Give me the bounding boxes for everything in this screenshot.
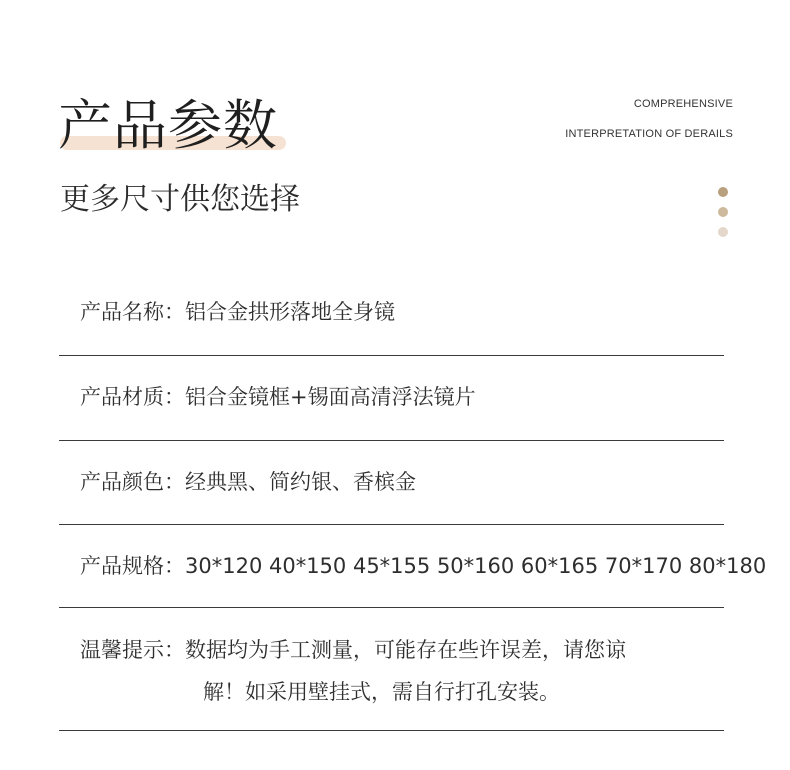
note-label: 温馨提示： <box>80 638 185 662</box>
note-text-line-2: 解！如采用壁挂式，需自行打孔安装。 <box>203 680 560 704</box>
spec-row-name <box>59 270 724 356</box>
spec-value: 铝合金镜框+锡面高清浮法镜片 <box>185 385 476 409</box>
spec-row-note <box>59 608 724 731</box>
spec-row-material <box>59 356 724 441</box>
spec-label: 产品材质： <box>80 385 185 409</box>
page-subtitle: 更多尺寸供您选择 <box>60 182 300 217</box>
spec-label: 产品规格： <box>80 554 185 578</box>
spec-value: 铝合金拱形落地全身镜 <box>185 300 395 324</box>
dot-medium <box>718 207 728 217</box>
title-block <box>58 92 298 164</box>
page-title: 产品参数 <box>58 94 278 157</box>
dot-dark <box>718 187 728 197</box>
decorative-dots <box>718 187 730 247</box>
english-caption-line-2: INTERPRETATION OF DERAILS <box>565 128 733 140</box>
spec-row-size <box>59 525 767 608</box>
spec-value: 30*120 40*150 45*155 50*160 60*165 70*170 80*180 <box>185 554 767 578</box>
dot-light <box>718 227 728 237</box>
spec-label: 产品名称： <box>80 300 185 324</box>
english-caption-line-1: COMPREHENSIVE <box>633 98 733 110</box>
spec-row-color <box>59 441 724 525</box>
spec-label: 产品颜色： <box>80 470 185 494</box>
note-text-line-1: 数据均为手工测量，可能存在些许误差，请您谅 <box>185 638 626 662</box>
spec-value: 经典黑、简约银、香槟金 <box>185 470 416 494</box>
